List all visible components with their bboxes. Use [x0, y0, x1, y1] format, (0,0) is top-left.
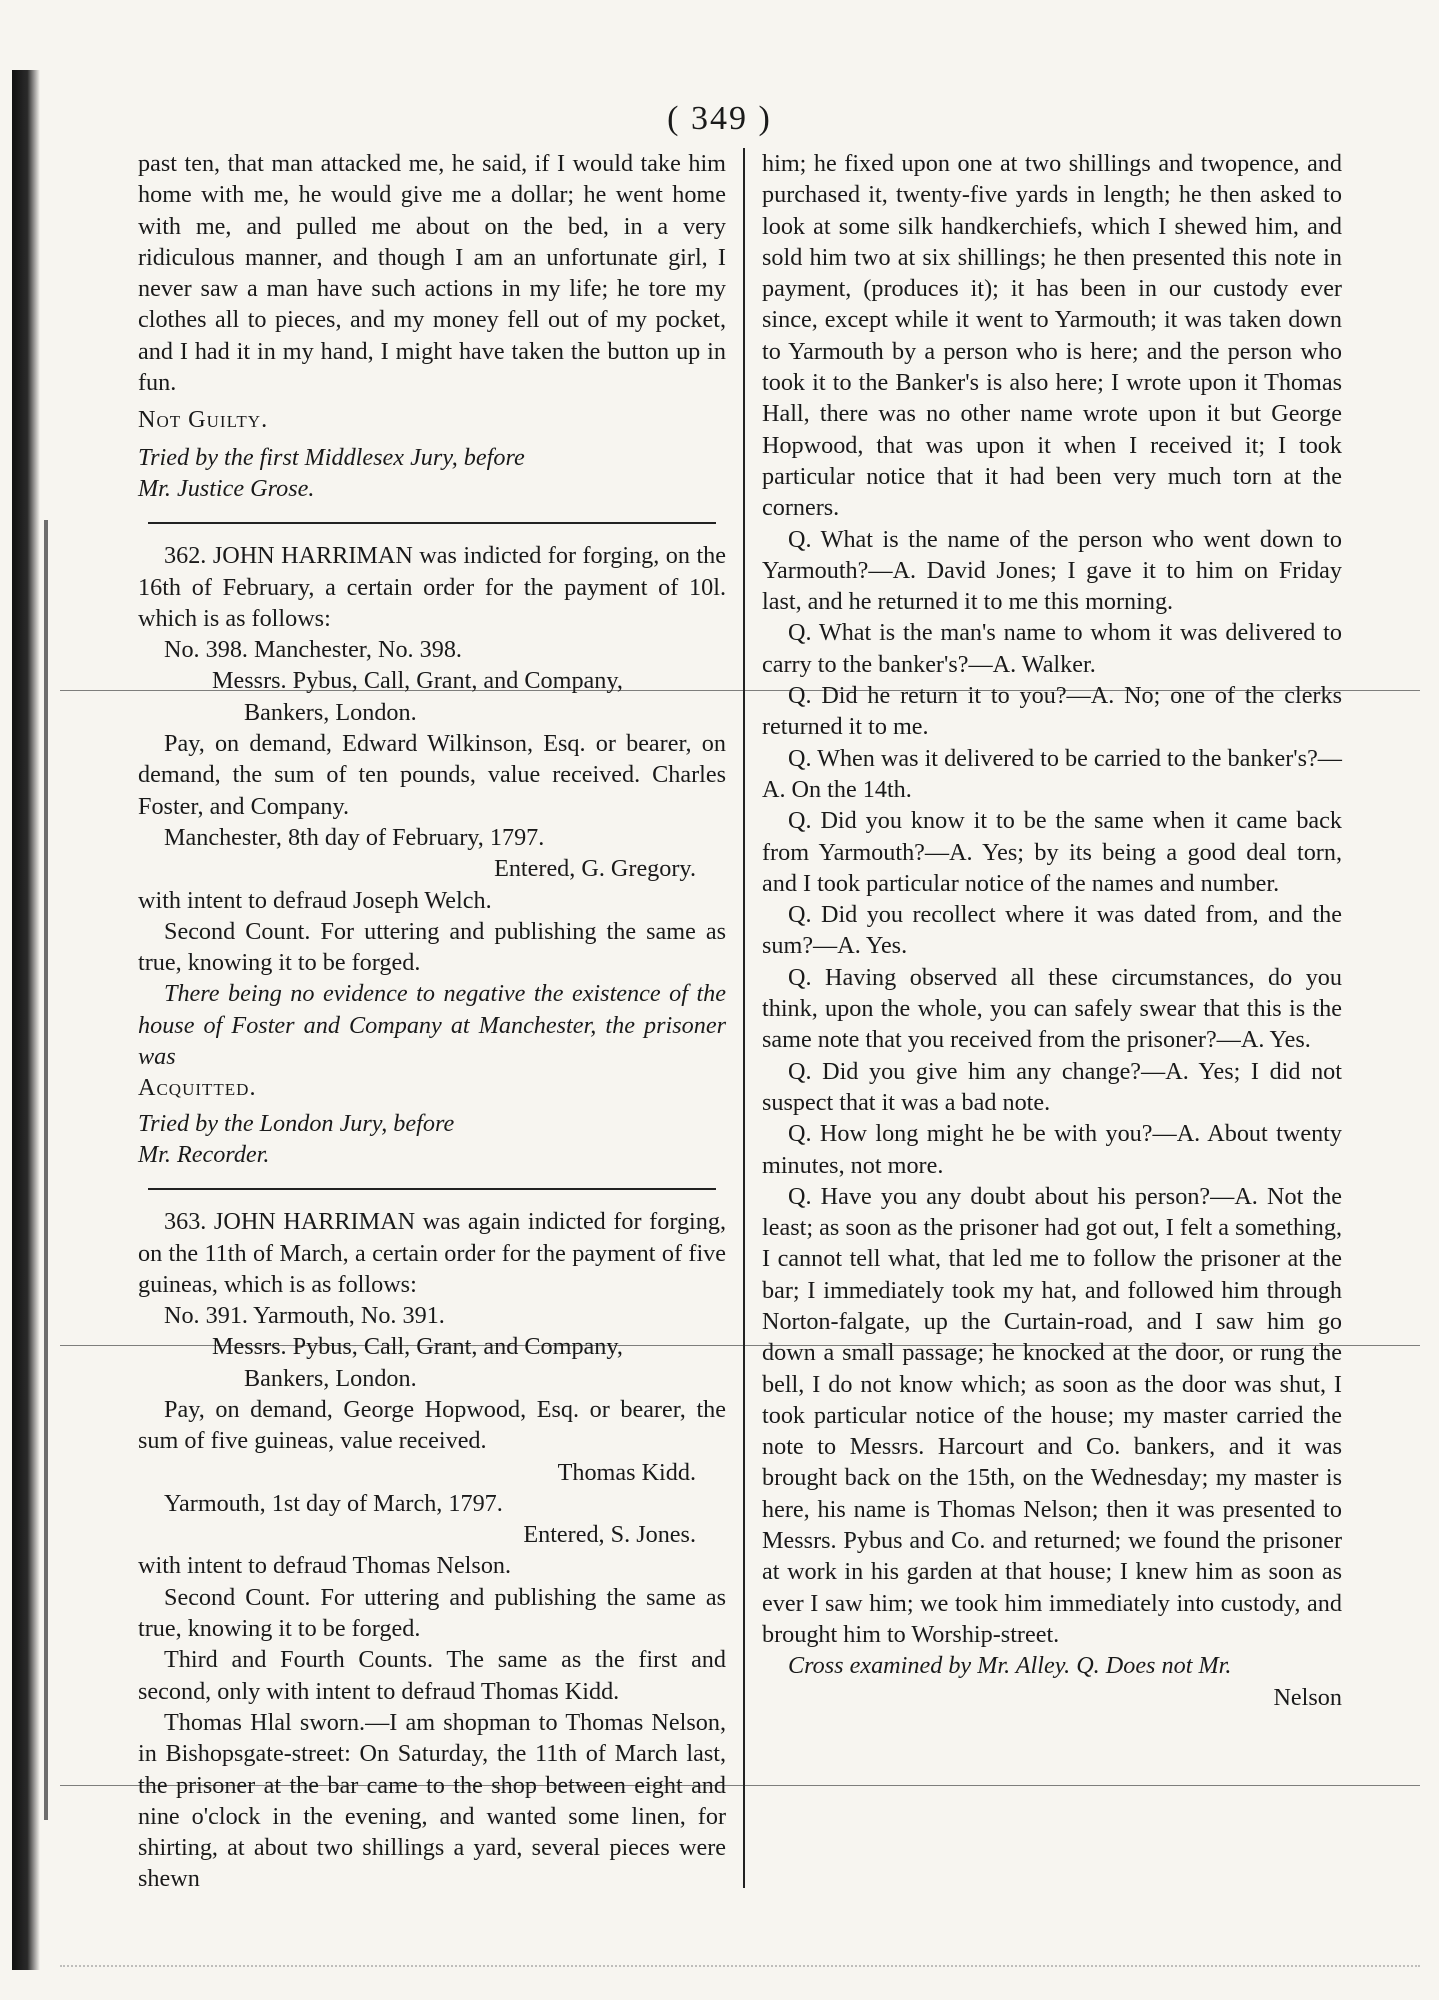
- qa-item: Q. Did you recollect where it was dated from, and the sum?—A. Yes.: [762, 901, 1342, 960]
- verdict-not-guilty: Not Guilty.: [138, 406, 269, 434]
- qa-item: Q. When was it delivered to be carried to the banker's?—A. On the 14th.: [762, 744, 1342, 803]
- column-divider: [743, 148, 745, 1888]
- qa-item: Q. Did he return it to you?—A. No; one of the clerks returned it to me.: [762, 682, 1342, 741]
- case-362-intent: with intent to defraud Joseph Welch.: [138, 886, 492, 914]
- case-363-date: Yarmouth, 1st day of March, 1797.: [164, 1489, 503, 1517]
- tried-by-line: Tried by the London Jury, before: [138, 1109, 455, 1137]
- case-362-pay-text: Pay, on demand, Edward Wilkinson, Esq. or bearer, on demand, the sum of ten pounds, value received. Charles Foster, and Company.: [138, 730, 726, 820]
- case-363-entered: Entered, S. Jones.: [523, 1521, 696, 1549]
- tried-by-judge: Mr. Recorder.: [138, 1140, 270, 1168]
- case-363-firm-city: Bankers, London.: [244, 1364, 417, 1392]
- case-362-evidence-note: There being no evidence to negative the existence of the house of Foster and Company at Manchester, the prisoner was: [138, 980, 726, 1071]
- case-362-entered: Entered, G. Gregory.: [494, 855, 696, 883]
- qa-item: Q. What is the man's name to whom it was delivered to carry to the banker's?—A. Walker.: [762, 619, 1342, 678]
- case-362-indictment: 362. JOHN HARRIMAN was indicted for forging, on the 16th of February, a certain order for the payment of 10l. which is as follows:: [138, 542, 726, 632]
- right-column: [762, 148, 1342, 1713]
- page-number: ( 349 ): [667, 100, 772, 137]
- tried-by-line: Tried by the first Middlesex Jury, before: [138, 443, 525, 471]
- case-362-firm-city: Bankers, London.: [244, 698, 417, 726]
- case-363-intent: with intent to defraud Thomas Nelson.: [138, 1552, 512, 1580]
- case-362-firm: Messrs. Pybus, Call, Grant, and Company,: [212, 667, 623, 695]
- qa-item: Q. Did you give him any change?—A. Yes; I did not suspect that it was a bad note.: [762, 1057, 1342, 1116]
- qa-item: Q. Having observed all these circumstances, do you think, upon the whole, you can safely swear that this is the same note that you received from the prisoner?—A. Yes.: [762, 963, 1342, 1054]
- verdict-acquitted: Acquitted.: [138, 1074, 257, 1102]
- case-362-number: No. 398. Manchester, No. 398.: [164, 636, 462, 664]
- catchword: Nelson: [1273, 1683, 1342, 1711]
- binding-shadow: [12, 70, 40, 1970]
- testimony-continuation: him; he fixed upon one at two shillings and twopence, and purchased it, twenty-five yards in length; he then asked to look at some silk handkerchiefs, which I shewed him, and sold him two at six shillings; he then presented this note in payment, (produces it); it has been in our custody ever since, except while it went to Yarmouth; it was taken down to Yarmouth by a person who is here; and the person who took it to the Banker's is also here; I wrote upon it Thomas Hall, there was no other name wrote upon it but George Hopwood, that was upon it when I received it; I took particular notice that it had been very much torn at the corners.: [762, 150, 1342, 522]
- case-362-second-count: Second Count. For uttering and publishing the same as true, knowing it to be forged.: [138, 917, 726, 977]
- qa-item: Q. What is the name of the person who went down to Yarmouth?—A. David Jones; I gave it to him on Friday last, and he returned it to me this morning.: [762, 525, 1342, 616]
- case-363-third-count: Third and Fourth Counts. The same as the first and second, only with intent to defraud Thomas Kidd.: [138, 1646, 726, 1705]
- witness-testimony-start: Thomas Hlal sworn.—I am shopman to Thomas Nelson, in Bishopsgate-street: On Saturday, the 11th of March last, the prisoner at the bar came to the shop between eight and nine o'clock in the evening, and wanted some linen, for shirting, at about two shillings a yard, several pieces were shewn: [138, 1708, 726, 1893]
- section-rule: [148, 1188, 716, 1190]
- case-363-second-count: Second Count. For uttering and publishing the same as true, knowing it to be forged.: [138, 1583, 726, 1643]
- binding-edge: [44, 520, 48, 1820]
- left-column: [138, 148, 726, 1895]
- case-363-signed: Thomas Kidd.: [557, 1458, 696, 1486]
- scan-edge-noise: [60, 1965, 1420, 1969]
- qa-item: Q. Have you any doubt about his person?—A. Not the least; as soon as the prisoner had got out, I felt a something, I cannot tell what, that led me to follow the prisoner at the bar; I immediately took my hat, and followed him through Norton-falgate, up the Curtain-road, and I saw him go down a small passage; he knocked at the door, or rung the bell, I do not know which; as soon as the door was shut, I took particular notice of the house; my master carried the note to Messrs. Harcourt and Co. bankers, and it was brought back on the 15th, on the Wednesday; my master is here, his name is Thomas Nelson; then it was presented to Messrs. Pybus and Co. and returned; we found the prisoner at work in his garden at that house; I knew him as soon as ever I saw him; we took him immediately into custody, and brought him to Worship-street.: [762, 1182, 1342, 1648]
- case-362-date: Manchester, 8th day of February, 1797.: [164, 823, 545, 851]
- section-rule: [148, 522, 716, 524]
- case-363-firm: Messrs. Pybus, Call, Grant, and Company,: [212, 1333, 623, 1361]
- testimony-continuation: past ten, that man attacked me, he said, if I would take him home with me, he would give me a dollar; he went home with me, and pulled me about on the bed, in a very ridiculous manner, and though I am an unfortunate girl, I never saw a man have such actions in my life; he tore my clothes all to pieces, and my money fell out of my pocket, and I had it in my hand, I might have taken the button up in fun.: [138, 150, 726, 397]
- case-363-indictment: 363. JOHN HARRIMAN was again indicted for forging, on the 11th of March, a certain order for the payment of five guineas, which is as follows:: [138, 1208, 726, 1298]
- tried-by-judge: Mr. Justice Grose.: [138, 474, 315, 502]
- case-363-pay-text: Pay, on demand, George Hopwood, Esq. or bearer, the sum of five guineas, value received.: [138, 1395, 726, 1455]
- case-363-number: No. 391. Yarmouth, No. 391.: [164, 1302, 445, 1330]
- cross-examination-line: Cross examined by Mr. Alley. Q. Does not Mr.: [788, 1652, 1232, 1680]
- qa-item: Q. Did you know it to be the same when it came back from Yarmouth?—A. Yes; by its being a good deal torn, and I took particular notice of the names and number.: [762, 807, 1342, 897]
- qa-item: Q. How long might he be with you?—A. About twenty minutes, not more.: [762, 1120, 1342, 1179]
